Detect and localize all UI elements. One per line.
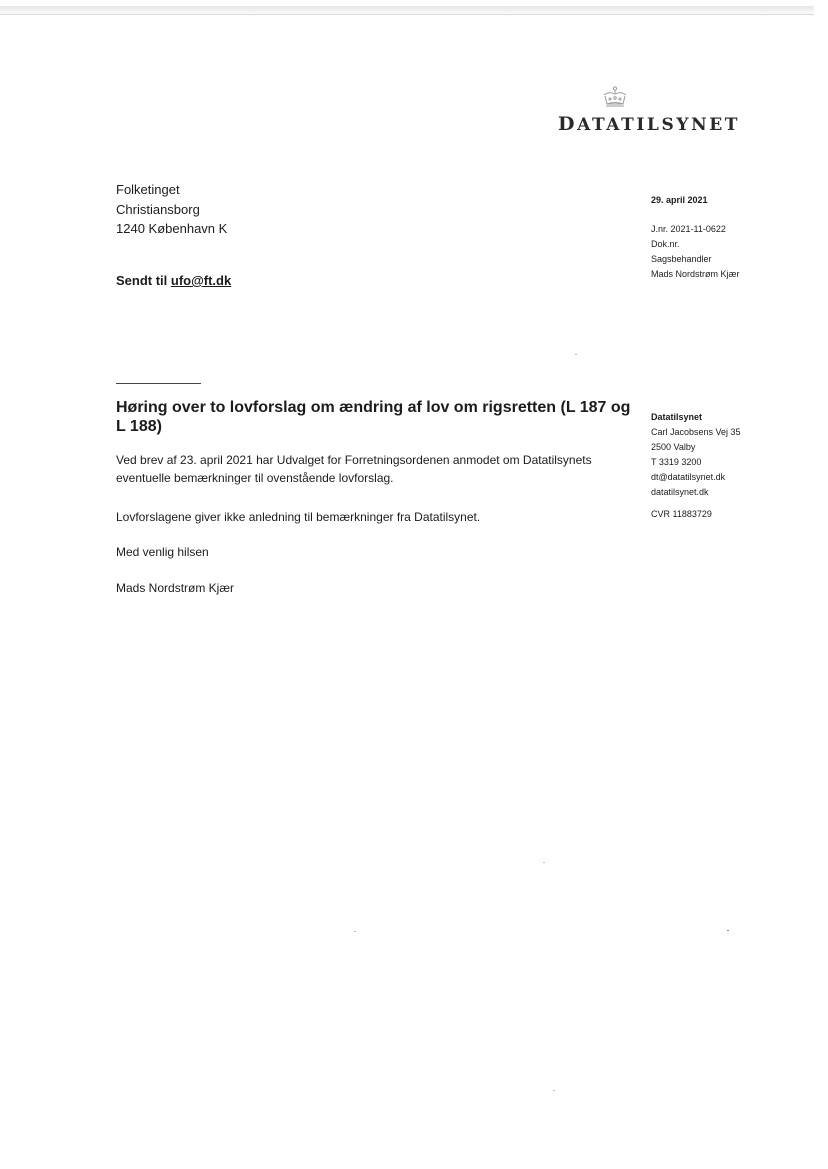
letter-paragraph-1: Ved brev af 23. april 2021 har Udvalget for Forretningsordenen anmodet om Datatilsynets eventuelle bemærkninger til ovenstående lovforslag.: [116, 453, 592, 485]
document-number: Dok.nr.: [651, 239, 680, 249]
scan-edge-line: [0, 14, 814, 15]
recipient-name: Folketinget: [116, 182, 180, 197]
letter-closing: Med venlig hilsen: [116, 545, 209, 559]
letter-date: 29. april 2021: [651, 195, 708, 205]
recipient-city: 1240 København K: [116, 221, 228, 236]
recipient-address: [116, 180, 227, 239]
scan-speck: [575, 354, 577, 355]
sender-website: datatilsynet.dk: [651, 487, 709, 497]
sender-street: Carl Jacobsens Vej 35: [651, 427, 741, 437]
heading-rule: [116, 383, 201, 384]
case-handler-name: Mads Nordstrøm Kjær: [651, 269, 740, 279]
scan-speck: [727, 930, 729, 931]
datatilsynet-logo: DATATILSYNET: [558, 113, 741, 135]
scan-speck: [553, 1090, 555, 1091]
case-handler-label: Sagsbehandler: [651, 254, 712, 264]
recipient-building: Christiansborg: [116, 201, 200, 217]
journal-number: J.nr. 2021-11-0622: [651, 224, 726, 234]
sent-to-line: Sendt til ufo@ft.dk: [116, 273, 232, 288]
case-meta: [651, 222, 740, 282]
scan-speck: [543, 862, 545, 863]
letter-paragraph-2: Lovforslagene giver ikke anledning til bemærkninger fra Datatilsynet.: [116, 510, 481, 524]
sender-org: Datatilsynet: [651, 412, 703, 422]
sent-to-email-link[interactable]: ufo@ft.dk: [170, 273, 232, 288]
letter-heading: Høring over to lovforslag om ændring af lov om rigsretten (L 187 og L 188): [116, 399, 631, 435]
sender-email: dt@datatilsynet.dk: [651, 472, 726, 482]
sender-cvr: CVR 11883729: [651, 509, 712, 519]
letter-signature: Mads Nordstrøm Kjær: [116, 581, 235, 595]
sender-postal: 2500 Valby: [651, 442, 696, 452]
crown-icon: [601, 86, 629, 108]
sender-contact: [651, 410, 741, 500]
sender-phone: T 3319 3200: [651, 457, 702, 467]
scan-speck: [354, 931, 356, 932]
